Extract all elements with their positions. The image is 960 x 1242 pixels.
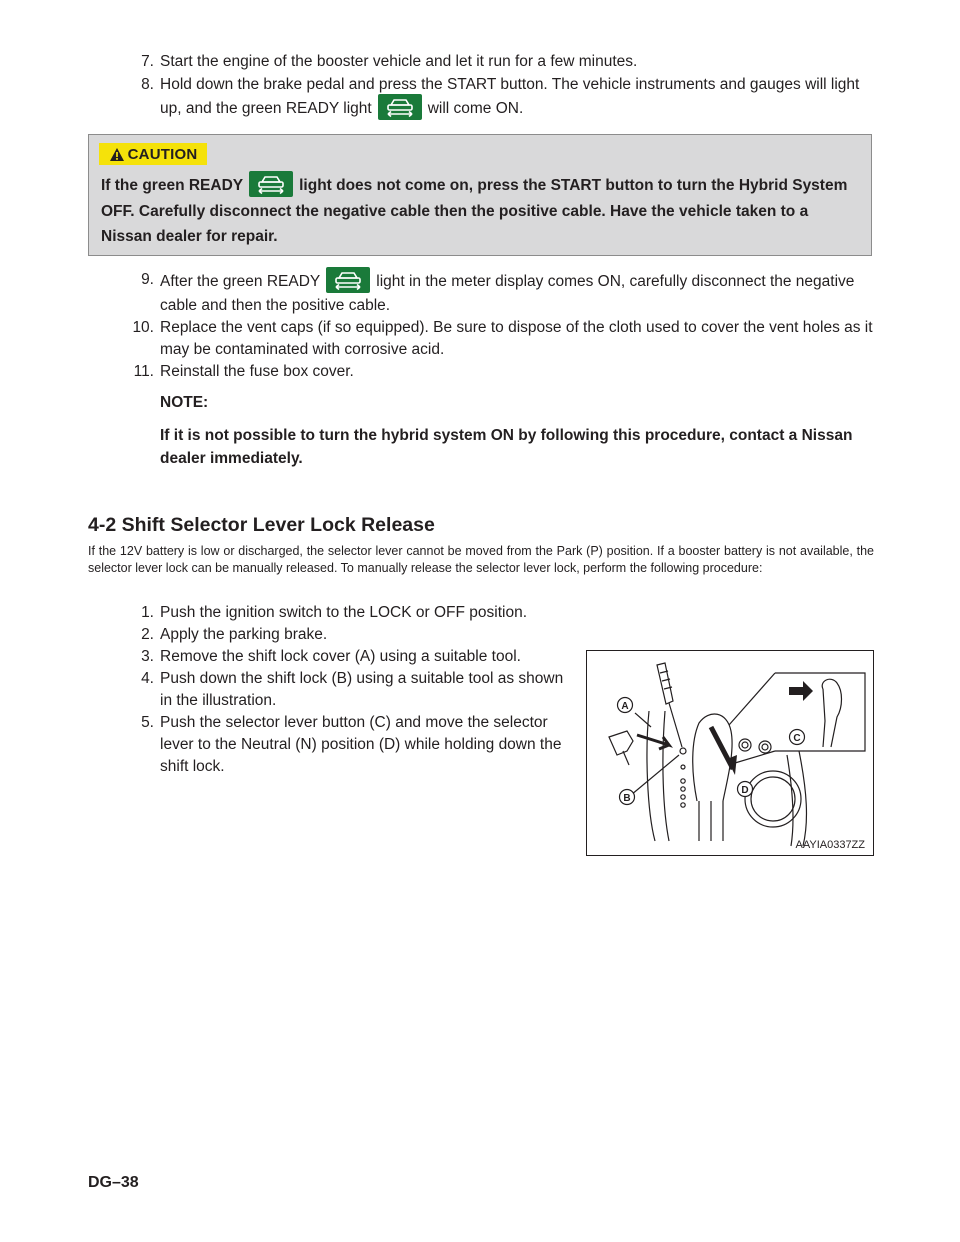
step-1: 1. Push the ignition switch to the LOCK or OFF position. bbox=[141, 604, 528, 621]
callout-a: A bbox=[621, 701, 629, 712]
page-number: DG–38 bbox=[88, 1174, 139, 1191]
section-title: 4-2 Shift Selector Lever Lock Release bbox=[88, 514, 435, 536]
step-4: 4. Push down the shift lock (B) using a suitable tool as shown in the illustration. bbox=[141, 670, 564, 709]
steps-mid bbox=[120, 269, 880, 383]
callout-d: D bbox=[741, 785, 749, 796]
shift-lever-drawing bbox=[587, 651, 873, 855]
step-7: 7. Start the engine of the booster vehicle and let it run for a few minutes. bbox=[141, 53, 638, 70]
steps-bottom bbox=[120, 602, 565, 778]
ready-car-icon bbox=[326, 267, 370, 293]
caution-badge: CAUTION bbox=[99, 143, 207, 165]
figure-label: AAYIA0337ZZ bbox=[795, 839, 865, 851]
step-5: 5. Push the selector lever button (C) and move the selector lever to the Neutral (N) position (D) while holding down the shift lock. bbox=[141, 714, 562, 775]
note-text: If it is not possible to turn the hybrid system ON by following this procedure, contact a Nissan dealer immediately. bbox=[160, 427, 853, 467]
callout-c: C bbox=[793, 733, 801, 744]
step-11: 11. Reinstall the fuse box cover. bbox=[133, 363, 354, 380]
step-8: 8. Hold down the brake pedal and press the START button. The vehicle instruments and gauges will light up, and the green READY light will come ON. bbox=[120, 74, 880, 122]
caution-text: If the green READY light does not come on, press the START button to turn the Hybrid System OFF. Carefully disconnect the negative cable then the positive cable. Have the vehicle taken to a Nissan dealer for repair. bbox=[101, 173, 861, 249]
step-2: 2. Apply the parking brake. bbox=[141, 626, 328, 643]
steps-top bbox=[120, 51, 880, 122]
callout-b: B bbox=[623, 793, 631, 804]
ready-car-icon bbox=[249, 171, 293, 197]
ready-car-icon bbox=[378, 94, 422, 120]
note-label: NOTE: bbox=[160, 394, 209, 411]
shift-lock-illustration bbox=[586, 650, 874, 856]
section-intro: If the 12V battery is low or discharged, the selector lever cannot be moved from the Park (P) position. If a booster battery is not available, the selector lever lock can be manually released. To manually release the selector lever lock, perform the following procedure: bbox=[88, 544, 874, 575]
caution-box bbox=[88, 134, 872, 256]
step-10: 10. Replace the vent caps (if so equipped). Be sure to dispose of the cloth used to cover the vent holes as it may be contaminated with corrosive acid. bbox=[132, 319, 873, 358]
step-9: 9. After the green READY light in the meter display comes ON, carefully disconnect the negative cable and then the positive cable. bbox=[120, 269, 880, 317]
step-3: 3. Remove the shift lock cover (A) using a suitable tool. bbox=[141, 648, 521, 665]
warning-triangle-icon bbox=[109, 147, 125, 162]
